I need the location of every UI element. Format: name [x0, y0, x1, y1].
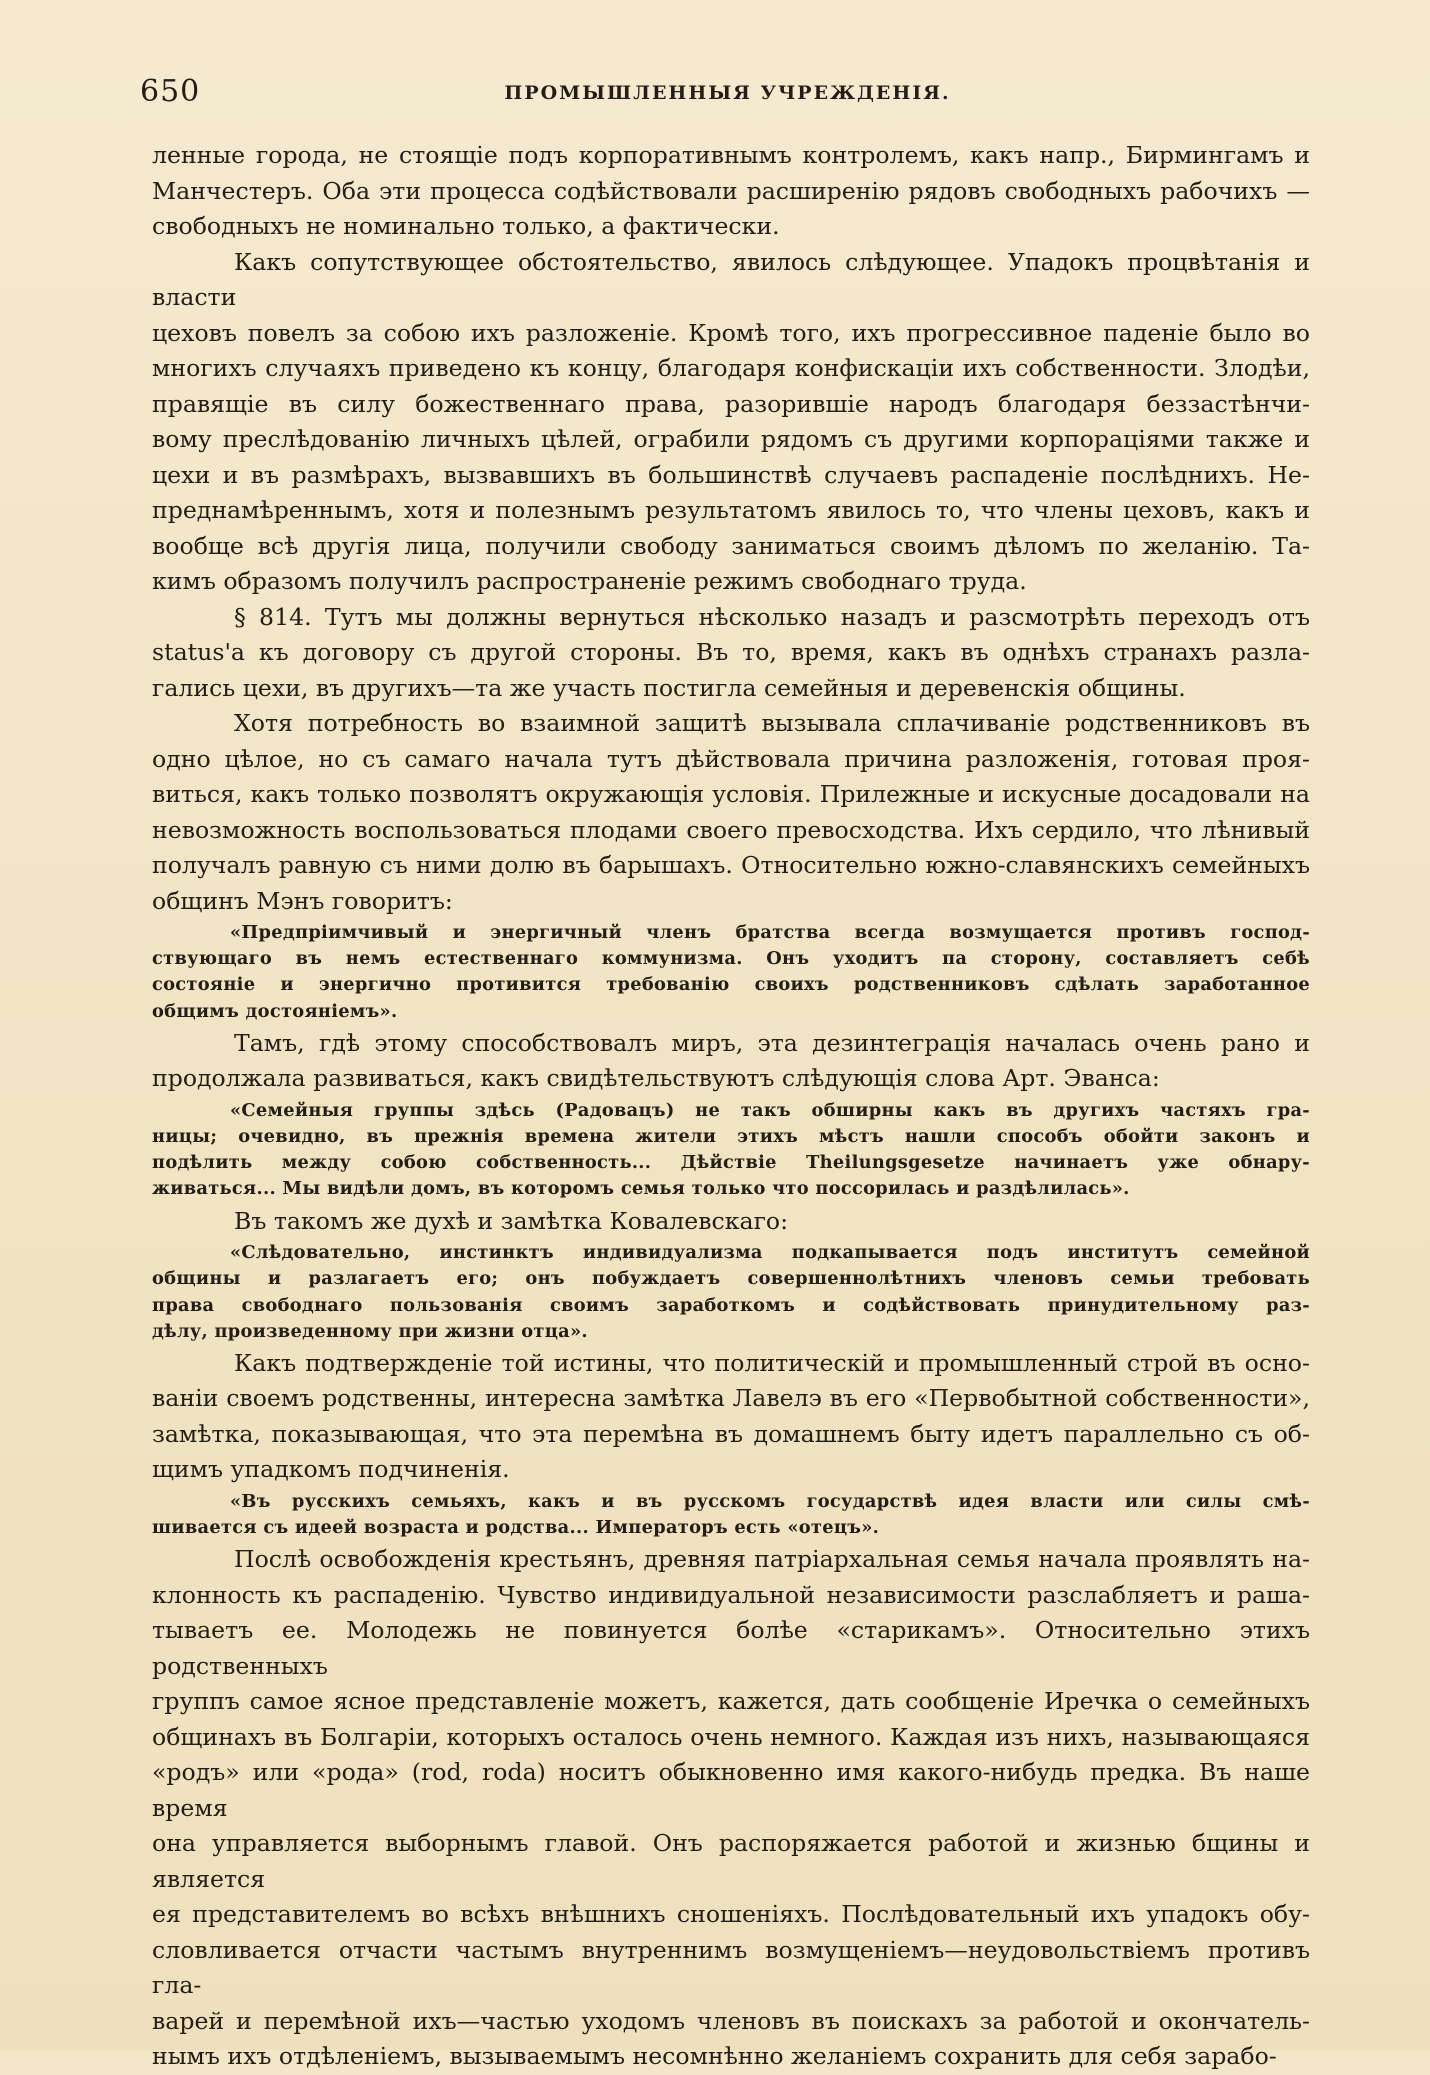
paragraph-line: правящіе въ силу божественнаго права, разорившіе народъ благодаря беззастѣнчи- [152, 389, 1310, 418]
paragraph-line: общинахъ въ Болгаріи, которыхъ осталось очень немного. Каждая изъ нихъ, называющаяся [152, 1722, 1310, 1751]
page-header [140, 74, 1315, 114]
page-number: 650 [140, 74, 201, 109]
paragraph-line: Хотя потребность во взаимной защитѣ вызывала сплачиваніе родственниковъ въ [234, 709, 1310, 737]
quotation-line: шивается съ идеей возраста и родства... Императоръ есть «отецъ». [152, 1517, 880, 1539]
paragraph-line: Въ такомъ же духѣ и замѣтка Ковалевскаго: [234, 1206, 789, 1235]
running-title: ПРОМЫШЛЕННЫЯ УЧРЕЖДЕНІЯ. [504, 82, 951, 104]
paragraph-line: Какъ сопутствующее обстоятельство, явилось слѣдующее. Упадокъ процвѣтанія и власти [152, 247, 1310, 311]
paragraph-line: кимъ образомъ получилъ распространеніе режимъ свободнаго труда. [152, 567, 1027, 595]
paragraph-line: «родъ» или «рода» (rod, roda) носитъ обыкновенно имя какого-нибудь предка. Въ наше время [152, 1758, 1310, 1822]
paragraph-line: виться, какъ только позволятъ окружающія условія. Прилежные и искусные досадовали на [152, 780, 1310, 808]
paragraph-line: ваніи своемъ родственны, интересна замѣтка Лавелэ въ его «Первобытной собственности», [152, 1384, 1310, 1413]
paragraph-line: ленные города, не стоящіе подъ корпоративнымъ контролемъ, какъ напр., Бирмингамъ и [152, 141, 1310, 169]
paragraph-line: невозможность воспользоваться плодами своего превосходства. Ихъ сердило, что лѣнивый [152, 815, 1310, 844]
paragraph-line: § 814. Тутъ мы должны вернуться нѣсколько назадъ и разсмотрѣть переходъ отъ [234, 602, 1310, 631]
paragraph-line: нымъ ихъ отдѣленіемъ, вызываемымъ несомнѣнно желаніемъ сохранить для себя зарабо- [152, 2042, 1277, 2071]
paragraph-line: одно цѣлое, но съ самаго начала тутъ дѣйствовала причина разложенія, готовая проя- [152, 744, 1310, 773]
quotation-line: дѣлу, произведенному при жизни отца». [152, 1320, 588, 1342]
paragraph-line: преднамѣреннымъ, хотя и полезнымъ результатомъ явилось то, что члены цеховъ, какъ и [152, 496, 1310, 524]
quotation-line: ствующаго въ немъ естественнаго коммунизма. Онъ уходитъ па сторону, составляетъ себѣ [152, 948, 1310, 970]
page-body [152, 138, 1310, 2075]
quotation-line: «Предпріимчивый и энергичный членъ братства всегда возмущается противъ господ- [230, 922, 1310, 943]
paragraph-line: словливается отчасти частымъ внутреннимъ возмущеніемъ—неудовольствіемъ противъ гла- [152, 1935, 1310, 2000]
quotation-line: общимъ достояніемъ». [152, 1000, 398, 1022]
quotation-line: подѣлить между собою собственность... Дѣйствіе Theilungsgesetze начинаетъ уже обнару- [152, 1152, 1310, 1174]
paragraph-line: ея представителемъ во всѣхъ внѣшнихъ сношеніяхъ. Послѣдовательный ихъ упадокъ обу- [152, 1900, 1310, 1929]
quotation-line: общины и разлагаетъ его; онъ побуждаетъ совершеннолѣтнихъ членовъ семьи требовать [152, 1268, 1310, 1290]
paragraph-line: Манчестеръ. Оба эти процесса содѣйствовали расширенію рядовъ свободныхъ рабочихъ — [152, 176, 1310, 205]
paragraph-line: свободныхъ не номинально только, а фактически. [152, 212, 780, 240]
quotation-line: ницы; очевидно, въ прежнія времена жители этихъ мѣстъ нашли способъ обойти законъ и [152, 1126, 1310, 1148]
quotation-line: права свободнаго пользованія своимъ заработкомъ и содѣйствовать принудительному раз- [152, 1294, 1310, 1316]
paragraph-line: замѣтка, показывающая, что эта перемѣна въ домашнемъ быту идетъ параллельно съ об- [152, 1419, 1310, 1448]
paragraph-line: Какъ подтвержденіе той истины, что политическій и промышленный строй въ осно- [234, 1348, 1310, 1377]
paragraph-line: вообще всѣ другія лица, получили свободу заниматься своимъ дѣломъ по желанію. Та- [152, 531, 1310, 560]
quotation-line: «Въ русскихъ семьяхъ, какъ и въ русскомъ государствѣ идея власти или силы смѣ- [230, 1490, 1310, 1512]
paragraph-line: status'а къ договору съ другой стороны. Въ то, время, какъ въ однѣхъ странахъ разла- [152, 638, 1310, 666]
paragraph-line: гались цехи, въ другихъ—та же участь постигла семейныя и деревенскія общины. [152, 673, 1186, 702]
quotation-line: «Слѣдовательно, инстинктъ индивидуализма подкапывается подъ институтъ семейной [230, 1242, 1310, 1264]
paragraph-line: цехи и въ размѣрахъ, вызвавшихъ въ большинствѣ случаевъ распаденіе послѣднихъ. Не- [152, 460, 1310, 489]
paragraph-line: продолжала развиваться, какъ свидѣтельствуютъ слѣдующія слова Арт. Эванса: [152, 1064, 1160, 1093]
paragraph-line: Послѣ освобожденія крестьянъ, древняя патріархальная семья начала проявлять на- [234, 1545, 1310, 1574]
paragraph-line: щимъ упадкомъ подчиненія. [152, 1455, 510, 1484]
paragraph-line: получалъ равную съ ними долю въ барышахъ. Относительно южно-славянскихъ семейныхъ [152, 851, 1310, 879]
paragraph-line: цеховъ повелъ за собою ихъ разложеніе. Кромѣ того, ихъ прогрессивное паденіе было во [152, 318, 1310, 347]
paragraph-line: варей и перемѣной ихъ—частью уходомъ членовъ въ поискахъ за работой и окончатель- [152, 2006, 1310, 2035]
quotation-line: живаться... Мы видѣли домъ, въ которомъ семья только что поссорилась и раздѣлилась». [152, 1178, 1130, 1200]
quotation-line: состояніе и энергично противится требованію своихъ родственниковъ сдѣлать заработанное [152, 974, 1310, 996]
paragraph-line: клонность къ распаденію. Чувство индивидуальной независимости разслабляетъ и раша- [152, 1580, 1310, 1609]
paragraph-line: общинъ Мэнъ говоритъ: [152, 886, 453, 915]
quotation-line: «Семейныя группы здѣсь (Радовацъ) не такъ обширны какъ въ другихъ частяхъ гра- [230, 1099, 1310, 1121]
paragraph-line: вому преслѣдованію личныхъ цѣлей, ограбили рядомъ съ другими корпораціями также и [152, 425, 1310, 453]
paragraph-line: группъ самое ясное представленіе можетъ, кажется, дать сообщеніе Иречка о семейныхъ [152, 1687, 1310, 1716]
paragraph-line: многихъ случаяхъ приведено къ концу, благодаря конфискаціи ихъ собственности. Злодѣи, [152, 354, 1310, 382]
paragraph-line: тываетъ ее. Молодежь не повинуется болѣе «старикамъ». Относительно этихъ родственныхъ [152, 1616, 1310, 1680]
paragraph-line: Тамъ, гдѣ этому способствовалъ миръ, эта дезинтеграція началась очень рано и [234, 1028, 1310, 1057]
paragraph-line: она управляется выборнымъ главой. Онъ распоряжается работой и жизнью бщины и является [152, 1829, 1310, 1893]
